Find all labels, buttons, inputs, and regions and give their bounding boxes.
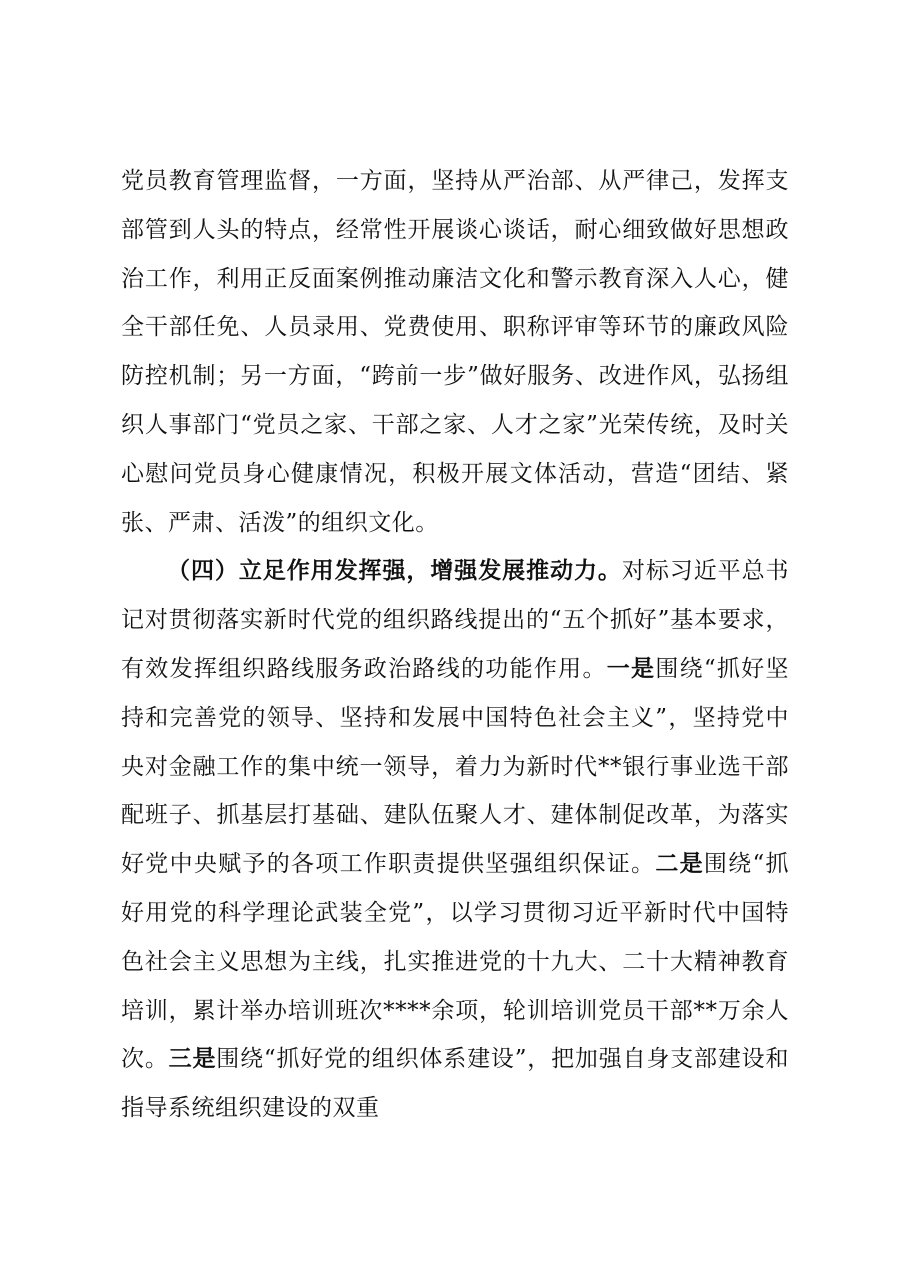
document-body bbox=[121, 157, 789, 1133]
point-2-text: 围绕“抓好用党的科学理论武装全党”，以学习贯彻习近平新时代中国特色社会主义思想为主线，扎实推进党的十九大、二十大精神教育培训，累计举办培训班次****余项，轮训培训党员干部**万余人次。 bbox=[121, 851, 790, 1073]
paragraph-1-text: 党员教育管理监督，一方面，坚持从严治部、从严律己，发挥支部管到人头的特点，经常性开展谈心谈话，耐心细致做好思想政治工作，利用正反面案例推动廉洁文化和警示教育深入人心，健全干部任免、人员录用、党费使用、职称评审等环节的廉政风险防控机制；另一方面，“跨前一步”做好服务、改进作风，弘扬组织人事部门“党员之家、干部之家、人才之家”光荣传统，及时关心慰问党员身心健康情况，积极开展文体活动，营造“团结、紧张、严肃、活泼”的组织文化。 bbox=[121, 168, 789, 536]
section-intro: 对标习近平总书记对贯彻落实新时代党的组织路线提出的“五个抓好”基本要求，有效发挥组织路线服务政治路线的功能作用。 bbox=[121, 558, 790, 682]
point-3-text: 围绕“抓好党的组织体系建设”，把加强自身支部建设和指导系统组织建设的双重 bbox=[121, 1046, 789, 1122]
point-1-label: 一是 bbox=[606, 655, 656, 682]
point-2-label: 二是 bbox=[655, 851, 704, 878]
point-1-text: 围绕“抓好坚持和完善党的领导、坚持和发展中国特色社会主义”，坚持党中央对金融工作的集中统一领导，着力为新时代**银行事业选干部配班子、抓基层打基础、建队伍聚人才、建体制促改革，为落实好党中央赋予的各项工作职责提供坚强组织保证。 bbox=[121, 655, 790, 878]
paragraph-1 bbox=[121, 157, 789, 547]
section-heading: （四）立足作用发挥强，增强发展推动力。 bbox=[167, 558, 622, 585]
point-3-label: 三是 bbox=[168, 1046, 217, 1073]
paragraph-2 bbox=[121, 547, 789, 1133]
